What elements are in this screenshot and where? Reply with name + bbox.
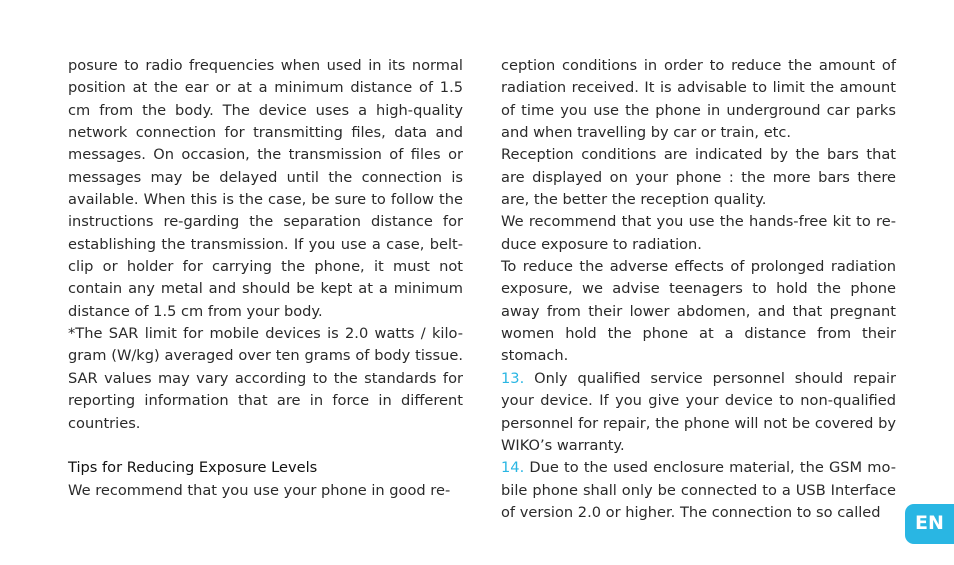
paragraph-reception: ception conditions in order to reduce the amount of radiation received. It is advisable to limit the amount of time you use the phone in underground car parks and when travelling by car or train, etc. [501, 57, 896, 142]
paragraph-sar-limit: *The SAR limit for mobile devices is 2.0 watts / kilo-gram (W/kg) averaged over ten grams of body tissue. SAR values may vary according to the standards for reporting information that are in force in different countries. [68, 325, 463, 432]
paragraph-exposure: posure to radio frequencies when used in its normal position at the ear or at a minimum distance of 1.5 cm from the body. The device uses a high-quality network connection for transmitting files, data and messages. On occasion, the transmission of files or messages may be delayed until the connection is available. When this is the case, be sure to follow the instructions re-garding the separation distance for establishing the transmission. If you use a case, belt-clip or holder for carrying the phone, it must not contain any metal and should be kept at a minimum distance of 1.5 cm from your body. [68, 57, 463, 320]
item-number-14: 14. [501, 459, 525, 477]
list-item-14 [501, 457, 896, 524]
language-tab [905, 504, 954, 544]
right-column [501, 55, 896, 524]
language-tab-label: EN [915, 512, 944, 534]
section-heading: Tips for Reducing Exposure Levels [68, 459, 318, 477]
item-text-14: Due to the used enclosure material, the GSM mo-bile phone shall only be connected to a USB Interface of version 2.0 or higher. The connection to so called [501, 459, 896, 521]
spacer [68, 435, 463, 457]
item-number-13: 13. [501, 369, 525, 387]
item-text-13: Only qualified service personnel should repair your device. If you give your device to non-qualified personnel for repair, the phone will not be covered by WIKO’s warranty. [501, 369, 896, 454]
paragraph-recommend: We recommend that you use your phone in good re- [68, 481, 451, 499]
paragraph-adverse-effects: To reduce the adverse effects of prolonged radiation exposure, we advise teenagers to hold the phone away from their lower abdomen, and that pregnant women hold the phone at a distance from their stomach. [501, 258, 896, 365]
list-item-13 [501, 368, 896, 457]
left-column [68, 55, 463, 502]
paragraph-hands-free: We recommend that you use the hands-free kit to re-duce exposure to radiation. [501, 213, 896, 253]
paragraph-bars: Reception conditions are indicated by the bars that are displayed on your phone : the more bars there are, the better the reception quality. [501, 146, 896, 209]
